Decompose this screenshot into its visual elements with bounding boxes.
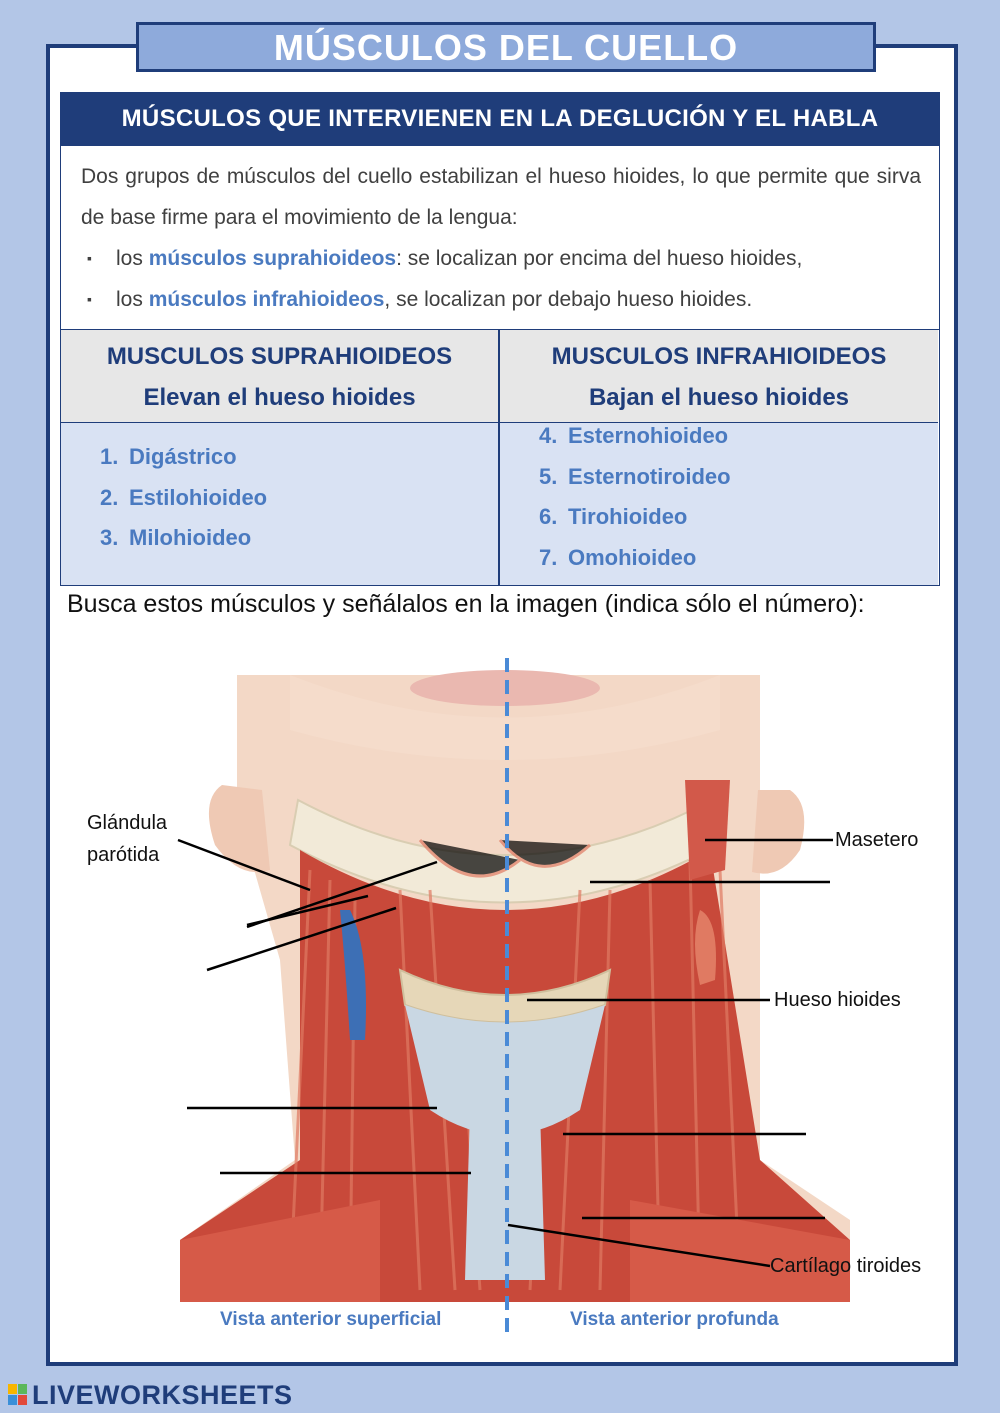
page-title: MÚSCULOS DEL CUELLO bbox=[136, 22, 876, 72]
intro-bullet-suprahyoid: ▪ los músculos suprahioideos: se localizan por encima del hueso hioides, bbox=[81, 238, 921, 279]
list-item: 7. Omohioideo bbox=[539, 544, 697, 570]
list-item: 2. Estilohioideo bbox=[100, 484, 268, 510]
bullet-icon: ▪ bbox=[87, 291, 92, 307]
list-item: 3. Milohioideo bbox=[100, 525, 252, 550]
brand-name: LIVEWORKSHEETS bbox=[32, 1380, 293, 1410]
bullet-icon: ▪ bbox=[87, 250, 92, 266]
list-item: 4. Esternohioideo bbox=[539, 423, 729, 448]
suprahyoid-heading: MUSCULOS SUPRAHIOIDEOS Elevan el hueso hioides bbox=[61, 330, 498, 423]
infrahyoid-list bbox=[539, 416, 731, 578]
highlight-term: músculos suprahioideos bbox=[148, 247, 397, 270]
label-thyroid-cartilage: Cartílago tiroides bbox=[770, 1255, 922, 1277]
intro-list bbox=[81, 238, 921, 320]
instruction-text: Busca estos músculos y señálalos en la imagen (indica sólo el número): bbox=[67, 590, 865, 618]
left-ear bbox=[209, 785, 270, 872]
right-ear bbox=[752, 790, 804, 874]
label-parotid: Glándula parótida bbox=[87, 812, 168, 866]
section-header: MÚSCULOS QUE INTERVIENEN EN LA DEGLUCIÓN Y EL HABLA bbox=[60, 92, 940, 146]
caption-deep: Vista anterior profunda bbox=[570, 1309, 779, 1330]
muscle-table bbox=[60, 329, 940, 586]
infrahyoid-column bbox=[500, 330, 938, 585]
intro-paragraph: Dos grupos de músculos del cuello estabilizan el hueso hioides, lo que permite que sirva de base firme para el movimiento de la lengua: bbox=[81, 165, 921, 229]
intro-bullet-infrahyoid: ▪ los músculos infrahioideos, se localizan por debajo hueso hioides. bbox=[81, 279, 921, 320]
label-hyoid: Hueso hioides bbox=[774, 989, 901, 1011]
label-masseter: Masetero bbox=[835, 829, 919, 851]
suprahyoid-list bbox=[100, 437, 267, 559]
list-item: 6. Tirohioideo bbox=[539, 504, 688, 529]
liveworksheets-logo-icon bbox=[8, 1384, 28, 1406]
intro-box bbox=[60, 146, 940, 330]
suprahyoid-column bbox=[61, 330, 500, 585]
list-item: 1. Digástrico bbox=[100, 444, 237, 469]
caption-superficial: Vista anterior superficial bbox=[220, 1309, 442, 1330]
list-item: 5. Esternotiroideo bbox=[539, 463, 731, 489]
infrahyoid-heading: MUSCULOS INFRAHIOIDEOS Bajan el hueso hioides bbox=[500, 330, 938, 423]
masseter-muscle bbox=[685, 780, 730, 880]
highlight-term: músculos infrahioideos bbox=[148, 288, 385, 311]
